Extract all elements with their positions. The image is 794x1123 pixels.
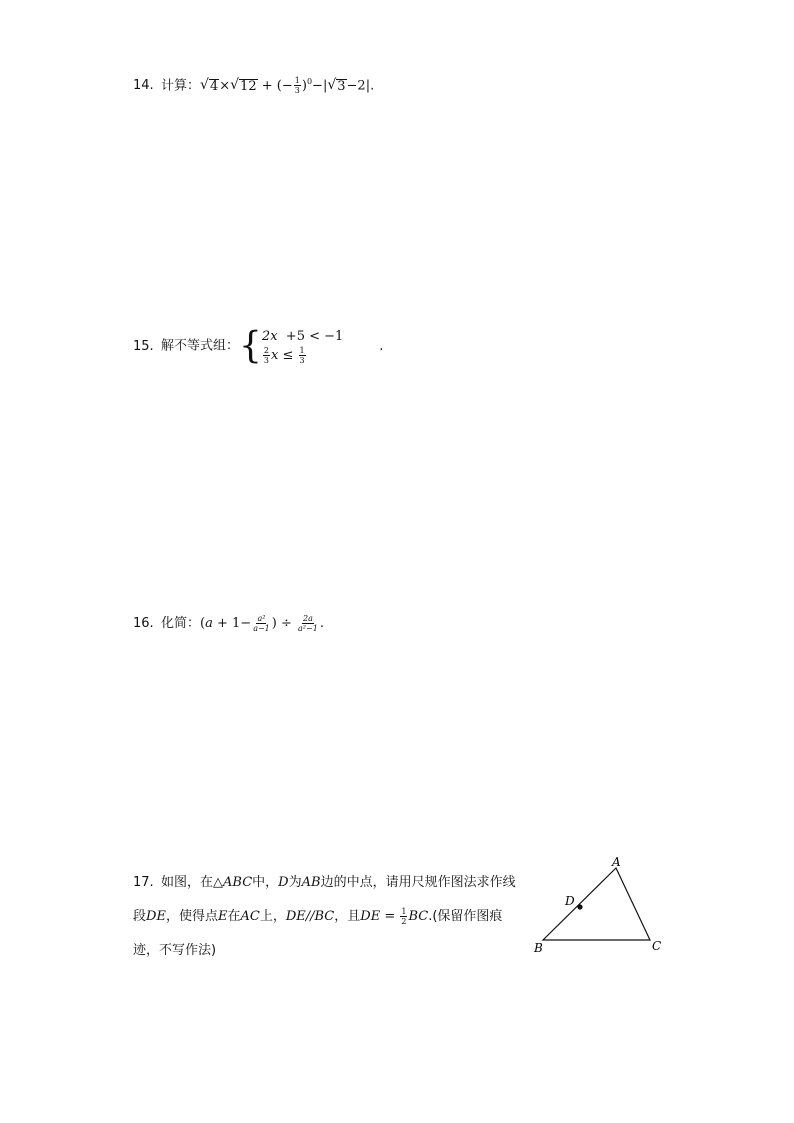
question-15: 15. 解不等式组：{ 2x +5 < −1 $\frac{2}{3}$ x ≤ $\frac{1}{3}$ .: [133, 325, 384, 367]
question-number: 17.: [133, 875, 154, 890]
label-d: D: [565, 894, 575, 908]
question-17: 17. 如图，在△ABC中，D为AB边的中点，请用尺规作图法求作线段DE，使得点E在AC上，DE//BC，且DE = $\frac{1}{2}$ BC.(保留作图痕迹，不写作法): [133, 866, 528, 968]
fraction-one-half: $\frac{1}{2}$: [401, 907, 407, 926]
fraction-2a-over-a2-minus-1: $\frac{2a}{\text{a²−1}}$: [298, 614, 318, 633]
sqrt-3: √ 3: [327, 77, 346, 95]
midpoint-d: [577, 904, 582, 909]
sqrt-4: √ 4: [200, 77, 219, 95]
inequality-system: [262, 328, 343, 365]
question-label: 化简：: [161, 616, 201, 631]
system-brace: {: [239, 325, 262, 367]
sqrt-12: √ 12: [230, 77, 257, 95]
label-a: A: [612, 855, 621, 869]
question-number: 16.: [133, 616, 154, 631]
inequality-2: $\frac{2}{3}$ x ≤ $\frac{1}{3}$: [263, 346, 305, 365]
question-label: 解不等式组：: [161, 338, 240, 354]
inequality-1: 2x +5 < −1: [261, 329, 344, 344]
label-b: B: [534, 941, 543, 955]
question-number: 15.: [133, 338, 154, 354]
triangle-abc: [543, 868, 650, 940]
fraction-one-third: $\frac{1}{3}$: [294, 76, 300, 96]
fraction-a2-over-a-minus-1: $\frac{\text{a²}}{a-1}$: [253, 614, 270, 633]
question-label: 计算：: [161, 78, 201, 94]
question-14: 14. 计算： √ 4 × √ 12 + (− $\frac{1}{3}$ )$^0$−| √ 3 −2|.: [133, 76, 375, 96]
triangle-figure: [528, 855, 668, 964]
triangle-diagram: [528, 855, 668, 960]
question-number: 14.: [133, 78, 154, 94]
question-16: 16. 化简：(a + 1− $\frac{\text{a²}}{a-1}$ ) ÷ $\frac{2a}{\text{a²−1}}$ .: [133, 614, 324, 633]
label-c: C: [652, 939, 662, 953]
